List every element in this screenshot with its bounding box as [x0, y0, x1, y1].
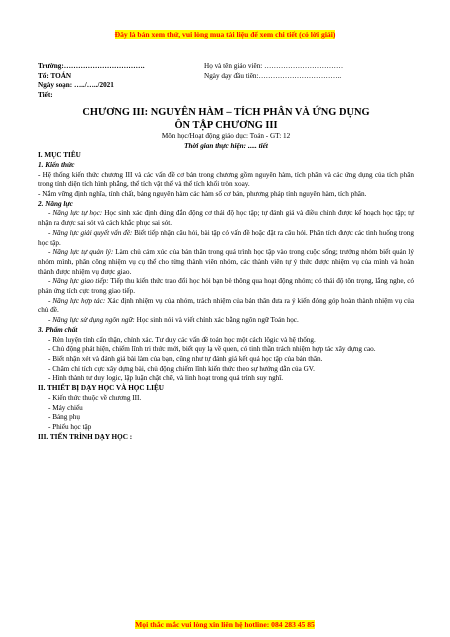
hotline-banner-text: Mọi thắc mắc vui lòng xin liên hệ hotline: 084 283 45 85 — [135, 620, 315, 629]
quality-item: - Biết nhận xét và đánh giá bài làm của bạn, cũng như tự đánh giá kết quả học tập của bản thân. — [48, 354, 323, 363]
section-objectives-heading: I. MỤC TIÊU — [38, 151, 81, 160]
group-field: Tổ: TOÁN — [38, 71, 72, 80]
ability-heading: 2. Năng lực — [38, 199, 73, 208]
header-row-4 — [38, 91, 414, 101]
time-line: Thời gian thực hiện: ..... tiết — [184, 141, 268, 150]
equipment-item: - Phiếu học tập — [48, 422, 92, 431]
ability-text: Làm chủ cảm xúc của bản thân trong quá trình học tập vào trong cuộc sống; trưởng nhóm biết quản lý nhóm mình, phân công nhiệm vụ cụ thể cho từng thành viên nhóm, các thành viên tự ý thức được nhiệm vụ của mình và hoàn thành được nhiệm vụ được giao. — [38, 248, 414, 276]
ability-item — [38, 277, 414, 296]
header-row-1 — [38, 62, 414, 72]
school-field: Trường:……………………………. — [38, 62, 145, 70]
knowledge-paragraph: - Nắm vững định nghĩa, tính chất, bảng nguyên hàm các hàm số cơ bản, phương pháp tính nguyên hàm, tích phân. — [38, 190, 367, 199]
period-field: Tiết: — [38, 91, 53, 100]
ability-item — [38, 316, 414, 326]
section-equipment-heading: II. THIẾT BỊ DẠY HỌC VÀ HỌC LIỆU — [38, 384, 164, 393]
equipment-item: - Kiến thức thuộc về chương III. — [48, 393, 142, 402]
subject-line: Môn học/Hoạt động giáo dục: Toán - GT: 12 — [161, 131, 291, 140]
preview-banner — [0, 28, 450, 40]
equipment-item: - Máy chiếu — [48, 403, 83, 412]
document-body — [38, 62, 414, 442]
ability-label: - Năng lực giải quyết vấn đề: — [48, 228, 133, 237]
ability-text: Học sinh xác định đúng đắn động cơ thái độ học tập; tự đánh giá và điều chỉnh được kế hoạch học tập; tự nhận ra được sai sót và cách khắc phục sai sót. — [38, 209, 414, 228]
quality-item: - Rèn luyện tính cẩn thận, chính xác. Tư duy các vấn đề toán học một cách lôgic và hệ thống. — [48, 335, 316, 344]
section-process-heading: III. TIẾN TRÌNH DẠY HỌC : — [38, 432, 133, 441]
quality-item: - Hình thành tư duy logic, lập luận chặt chẽ, và linh hoạt trong quá trình suy nghĩ. — [48, 374, 284, 383]
ability-label: - Năng lực sử dụng ngôn ngữ: — [48, 316, 135, 325]
ability-text: Xác định nhiệm vụ của nhóm, trách nhiệm của bản thân đưa ra ý kiến đóng góp hoàn thành nhiệm vụ của chủ đề. — [38, 296, 415, 315]
ability-label: - Năng lực tự quản lý: — [48, 248, 114, 257]
ability-text: Biết tiếp nhận câu hỏi, bài tập có vấn đề hoặc đặt ra câu hỏi. Phân tích được các tình huống trong học tập. — [38, 228, 414, 247]
ability-label: - Năng lực tự học: — [48, 209, 103, 218]
ability-item — [38, 248, 414, 277]
knowledge-heading: 1. Kiến thức — [38, 160, 75, 169]
prep-date-field: Ngày soạn: …../…../2021 — [38, 81, 114, 90]
teach-date-field: Ngày dạy đầu tiên:…………………………….. — [204, 71, 342, 80]
ability-item — [38, 229, 414, 248]
header-row-2 — [38, 72, 414, 82]
chapter-title: CHƯƠNG III: NGUYÊN HÀM – TÍCH PHÂN VÀ ỨNG DỤNG — [82, 106, 370, 118]
preview-banner-text: Đây là bản xem thử, vui lòng mua tài liệu để xem chi tiết (có lời giải) — [114, 30, 336, 39]
ability-text: Học sinh nói và viết chính xác bằng ngôn ngữ Toán học. — [134, 316, 299, 325]
ability-item — [38, 209, 414, 228]
hotline-banner — [0, 618, 450, 630]
quality-heading: 3. Phẩm chất — [38, 325, 78, 334]
ability-item — [38, 297, 414, 316]
knowledge-paragraph: - Hệ thống kiến thức chương III và các vấn đề cơ bản trong chương gồm nguyên hàm, tích phân và các ứng dụng của tích phân trong tính diện tích hình phẳng, thể tích vật thể và thể tích khối tròn xoay. — [38, 170, 414, 189]
review-title: ÔN TẬP CHƯƠNG III — [174, 119, 278, 131]
ability-label: - Năng lực giao tiếp: — [48, 277, 109, 286]
equipment-item: - Bảng phụ — [48, 413, 80, 422]
teacher-field: Họ và tên giáo viên: …………………………… — [204, 62, 344, 70]
ability-label: - Năng lực hợp tác: — [48, 296, 106, 305]
quality-item: - Chăm chỉ tích cực xây dựng bài, chủ động chiếm lĩnh kiến thức theo sự hướng dẫn của GV. — [48, 364, 315, 373]
ability-text: Tiếp thu kiến thức trao đổi học hỏi bạn bè thông qua hoạt động nhóm; có thái độ tôn trọng, lắng nghe, có phản ứng tích cực trong giao tiếp. — [38, 277, 414, 296]
header-row-3 — [38, 81, 414, 91]
quality-item: - Chủ động phát hiện, chiếm lĩnh tri thức mới, biết quy lạ về quen, có tinh thần trách nhiệm hợp tác xây dựng cao. — [48, 345, 376, 354]
